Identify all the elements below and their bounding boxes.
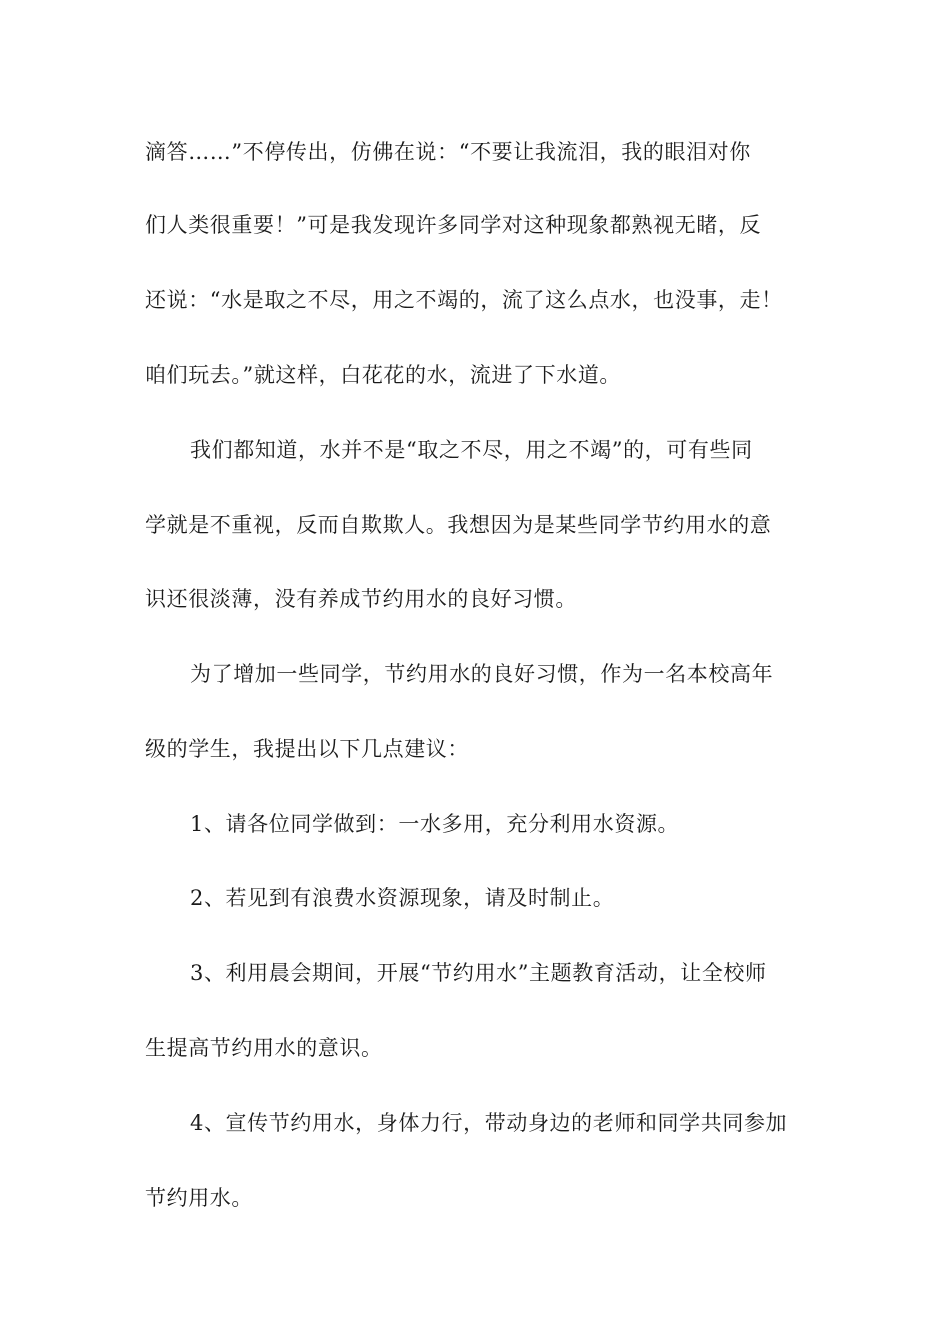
- list-item-4-continued: 节约用水。: [145, 1186, 253, 1210]
- text-line: 识还很淡薄，没有养成节约用水的良好习惯。: [145, 587, 577, 611]
- text-line: 们人类很重要！”可是我发现许多同学对这种现象都熟视无睹，反: [145, 213, 762, 237]
- list-item-3-continued: 生提高节约用水的意识。: [145, 1036, 383, 1060]
- text-line: 学就是不重视，反而自欺欺人。我想因为是某些同学节约用水的意: [145, 513, 772, 537]
- list-item-4: 4、宣传节约用水，身体力行，带动身边的老师和同学共同参加: [190, 1111, 788, 1135]
- list-item-1: 1、请各位同学做到：一水多用，充分利用水资源。: [190, 812, 680, 836]
- list-item-3: 3、利用晨会期间，开展“节约用水”主题教育活动，让全校师: [190, 961, 767, 985]
- list-item-2: 2、若见到有浪费水资源现象，请及时制止。: [190, 886, 615, 910]
- text-line: 级的学生，我提出以下几点建议：: [145, 737, 469, 761]
- paragraph-start-line: 为了增加一些同学，节约用水的良好习惯，作为一名本校高年: [190, 662, 774, 686]
- paragraph-start-line: 我们都知道，水并不是“取之不尽，用之不竭”的，可有些同: [190, 438, 753, 462]
- text-line: 滴答……”不停传出，仿佛在说：“不要让我流泪，我的眼泪对你: [145, 140, 751, 164]
- text-line: 咱们玩去。”就这样，白花花的水，流进了下水道。: [145, 363, 622, 387]
- text-line: 还说：“水是取之不尽，用之不竭的，流了这么点水，也没事，走！: [145, 288, 783, 312]
